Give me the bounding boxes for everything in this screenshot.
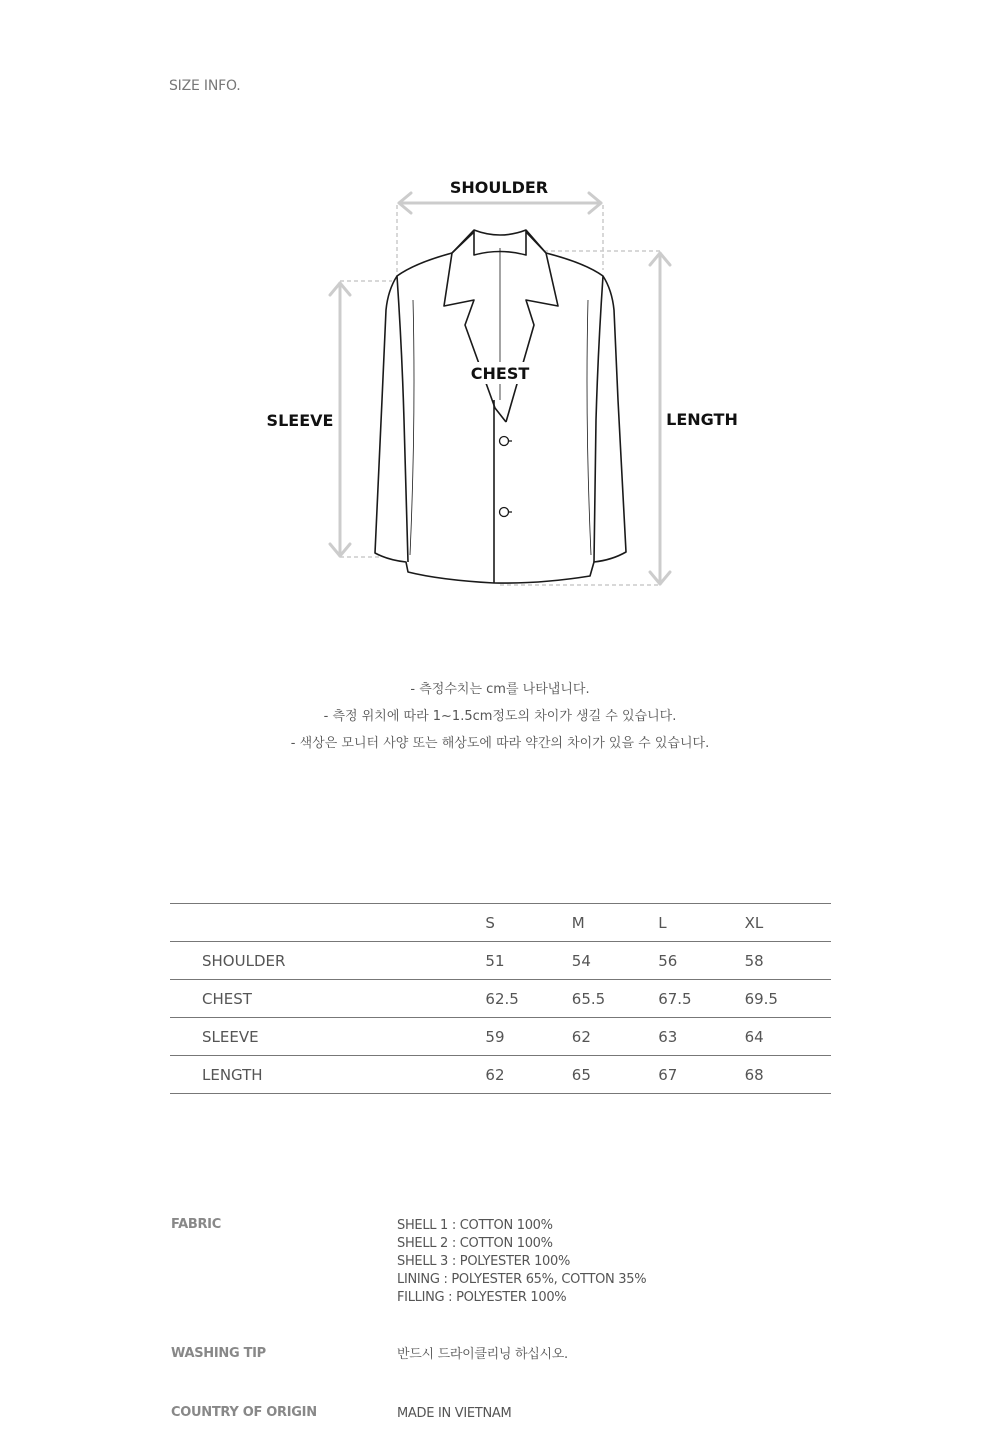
row-label: LENGTH [170, 1056, 485, 1094]
table-cell: 54 [572, 942, 658, 980]
section-title: SIZE INFO. [169, 78, 241, 94]
chest-label: CHEST [470, 364, 530, 383]
fabric-values [397, 1217, 797, 1307]
washing-text: 반드시 드라이클리닝 하십시오. [397, 1347, 568, 1362]
row-label: SLEEVE [170, 1018, 485, 1056]
table-cell: 62 [572, 1018, 658, 1056]
table-cell: 59 [485, 1018, 571, 1056]
jacket-outline [375, 230, 626, 583]
sleeve-label: SLEEVE [266, 411, 334, 430]
fabric-line: SHELL 3 : POLYESTER 100% [397, 1254, 571, 1269]
table-cell: 67 [658, 1056, 744, 1094]
origin-text: MADE IN VIETNAM [397, 1406, 512, 1421]
table-cell: 64 [745, 1018, 831, 1056]
table-header: XL [745, 904, 831, 942]
table-cell: 58 [745, 942, 831, 980]
size-table [170, 903, 831, 1094]
table-header: S [485, 904, 571, 942]
table-cell: 67.5 [658, 980, 744, 1018]
table-header [170, 904, 485, 942]
table-header: L [658, 904, 744, 942]
table-cell: 62.5 [485, 980, 571, 1018]
table-cell: 51 [485, 942, 571, 980]
note-line: - 색상은 모니터 사양 또는 해상도에 따라 약간의 차이가 있을 수 있습니다. [290, 736, 710, 751]
note-line: - 측정 위치에 따라 1~1.5cm정도의 차이가 생길 수 있습니다. [323, 709, 677, 724]
table-row [170, 980, 831, 1018]
table-header-row [170, 904, 831, 942]
fabric-line: FILLING : POLYESTER 100% [397, 1290, 567, 1305]
note-line: - 측정수치는 cm를 나타냅니다. [410, 682, 590, 697]
length-label: LENGTH [666, 410, 738, 429]
measurement-notes [0, 680, 1000, 761]
table-header: M [572, 904, 658, 942]
shoulder-label: SHOULDER [449, 178, 549, 197]
table-cell: 65 [572, 1056, 658, 1094]
origin-label: COUNTRY OF ORIGIN [171, 1405, 317, 1420]
table-cell: 65.5 [572, 980, 658, 1018]
table-cell: 56 [658, 942, 744, 980]
table-row [170, 942, 831, 980]
origin-value [397, 1405, 797, 1423]
washing-label: WASHING TIP [171, 1346, 266, 1361]
table-cell: 69.5 [745, 980, 831, 1018]
fabric-line: SHELL 1 : COTTON 100% [397, 1218, 553, 1233]
table-cell: 63 [658, 1018, 744, 1056]
fabric-label: FABRIC [171, 1217, 221, 1232]
table-cell: 62 [485, 1056, 571, 1094]
button-icon [500, 437, 509, 446]
fabric-line: LINING : POLYESTER 65%, COTTON 35% [397, 1272, 647, 1287]
fabric-line: SHELL 2 : COTTON 100% [397, 1236, 553, 1251]
row-label: SHOULDER [170, 942, 485, 980]
washing-value [397, 1346, 797, 1364]
table-row [170, 1056, 831, 1094]
button-icon [500, 508, 509, 517]
row-label: CHEST [170, 980, 485, 1018]
jacket-size-diagram [0, 0, 1000, 620]
table-row [170, 1018, 831, 1056]
table-cell: 68 [745, 1056, 831, 1094]
